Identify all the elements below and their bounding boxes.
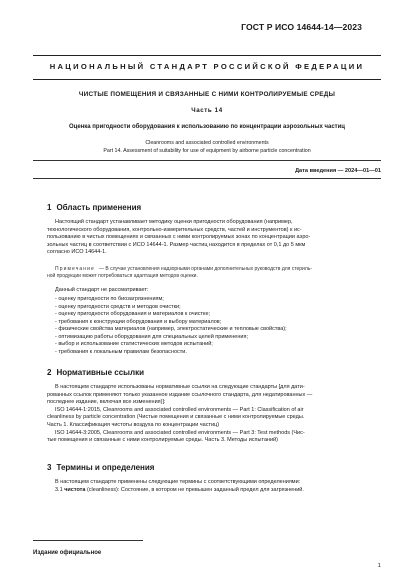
standard-title: НАЦИОНАЛЬНЫЙ СТАНДАРТ РОССИЙСКОЙ ФЕДЕРАЦИИ — [49, 62, 365, 71]
paragraph-line: ISO 14644-1:2015, Cleanrooms and associated controlled environments — Part 1: Classification of air — [55, 406, 304, 413]
document-subtitle: Оценка пригодности оборудования к использованию по концентрации аэрозольных частиц — [68, 124, 345, 130]
list-item: - оценку пригодности средств и методов очистки; — [55, 303, 181, 310]
part-label: Часть 14 — [191, 107, 223, 114]
document-code: ГОСТ Р ИСО 14644-14—2023 — [241, 22, 362, 32]
edition-label: Издание официальное — [33, 550, 102, 556]
section-2-heading — [47, 368, 144, 377]
list-item: - оптимизацию работы оборудования для специальных целей применения; — [55, 333, 248, 340]
note-line: ной продукции может потребоваться адаптация методов оценки. — [47, 272, 198, 279]
effective-date: Дата введения — 2024—01—01 — [295, 168, 381, 174]
title-rule — [33, 79, 381, 80]
paragraph-line: пользованию в чистых помещениях и связанных с ними контролируемых зонах по концентрации аэро- — [47, 234, 311, 241]
term-number: 3.1 — [55, 487, 63, 493]
paragraph-line: ISO 14644-3:2005, Cleanrooms and associated controlled environments — Part 3: Test methods (Чис- — [55, 429, 305, 436]
normative-references — [47, 384, 367, 445]
paragraph-line: cleanliness by particle concentration (Чистые помещения и связанные с ними контролируемые среды. — [47, 414, 305, 421]
main-title: ЧИСТЫЕ ПОМЕЩЕНИЯ И СВЯЗАННЫЕ С НИМИ КОНТРОЛИРУЕМЫЕ СРЕДЫ — [78, 91, 336, 98]
not-covered-intro: Данный стандарт не рассматривает: — [55, 287, 149, 293]
english-title-line-1: Cleanrooms and associated controlled environments — [145, 140, 269, 146]
term-text: (cleanliness): Состояние, в котором не превышен заданный предел для загрязнений. — [86, 487, 304, 493]
not-covered-list — [47, 296, 367, 356]
top-rule — [33, 55, 381, 56]
note-label: Примечание — [55, 266, 95, 272]
title-block-rule — [33, 160, 381, 161]
paragraph-line: Настоящий стандарт устанавливает методику оценки пригодности оборудования (например, — [55, 219, 293, 225]
paragraph-line: зольных частиц в соответствии с ИСО 14644-1. Размер частиц находится в пределах от 0,1 до 5 мкм — [47, 241, 306, 248]
section-title: Область применения — [56, 203, 142, 212]
section-3-heading — [47, 463, 154, 472]
scope-paragraph — [47, 219, 367, 257]
paragraph-line: В настоящем стандарте использованы нормативные ссылки на следующие стандарты [для дати- — [55, 384, 305, 390]
note-line: Примечание — В случае установления надзорными органами дополнительных руководств для стериль- — [55, 266, 313, 272]
date-rule — [33, 178, 381, 179]
section-title: Нормативные ссылки — [56, 368, 144, 377]
footer-rule — [33, 540, 143, 541]
paragraph-line: Часть 1. Классификация чистоты воздуха по концентрации частиц) — [47, 421, 220, 428]
paragraph-line: последнее издание, включая все изменения)]: — [47, 399, 166, 406]
section-title: Термины и определения — [56, 463, 155, 472]
term-word: чистота — [64, 487, 86, 493]
term-definition — [47, 487, 367, 495]
section-number: 3 — [47, 463, 52, 472]
paragraph-line: рованных ссылок применяют только указанное издание ссылочного стандарта, для недатированных — — [47, 391, 313, 398]
list-item: - требования к локальным правилам безопасности. — [55, 348, 187, 355]
english-title-line-2: Part 14. Assessment of suitability for use of equipment by airborne particle concentration — [103, 148, 311, 154]
list-item: - выбор и использование статистических методов испытаний; — [55, 341, 213, 348]
terms-intro: В настоящем стандарте применены следующие термины с соответствующими определениями: — [55, 479, 301, 485]
paragraph-line: тые помещения и связанные с ними контролируемые среды. Часть 3. Методы испытаний) — [47, 437, 279, 444]
section-number: 1 — [47, 203, 52, 212]
scope-note — [47, 266, 367, 280]
list-item: - физические свойства материалов (например, электростатические и тепловые свойства); — [55, 326, 287, 333]
section-1-heading — [47, 203, 141, 212]
page-number: 1 — [377, 563, 381, 569]
paragraph-line: технологического оборудования, контрольно-измерительных средств, частей и инструментов) к ис- — [47, 226, 302, 233]
list-item: - оценку пригодности по биозагрязнениям; — [55, 296, 164, 302]
section-number: 2 — [47, 368, 52, 377]
list-item: - оценку пригодности оборудования и материалов к очистке; — [55, 311, 211, 318]
paragraph-line: согласно ИСО 14644-1. — [47, 249, 107, 256]
list-item: - требования к конструкции оборудования и выбору материалов; — [55, 318, 222, 325]
